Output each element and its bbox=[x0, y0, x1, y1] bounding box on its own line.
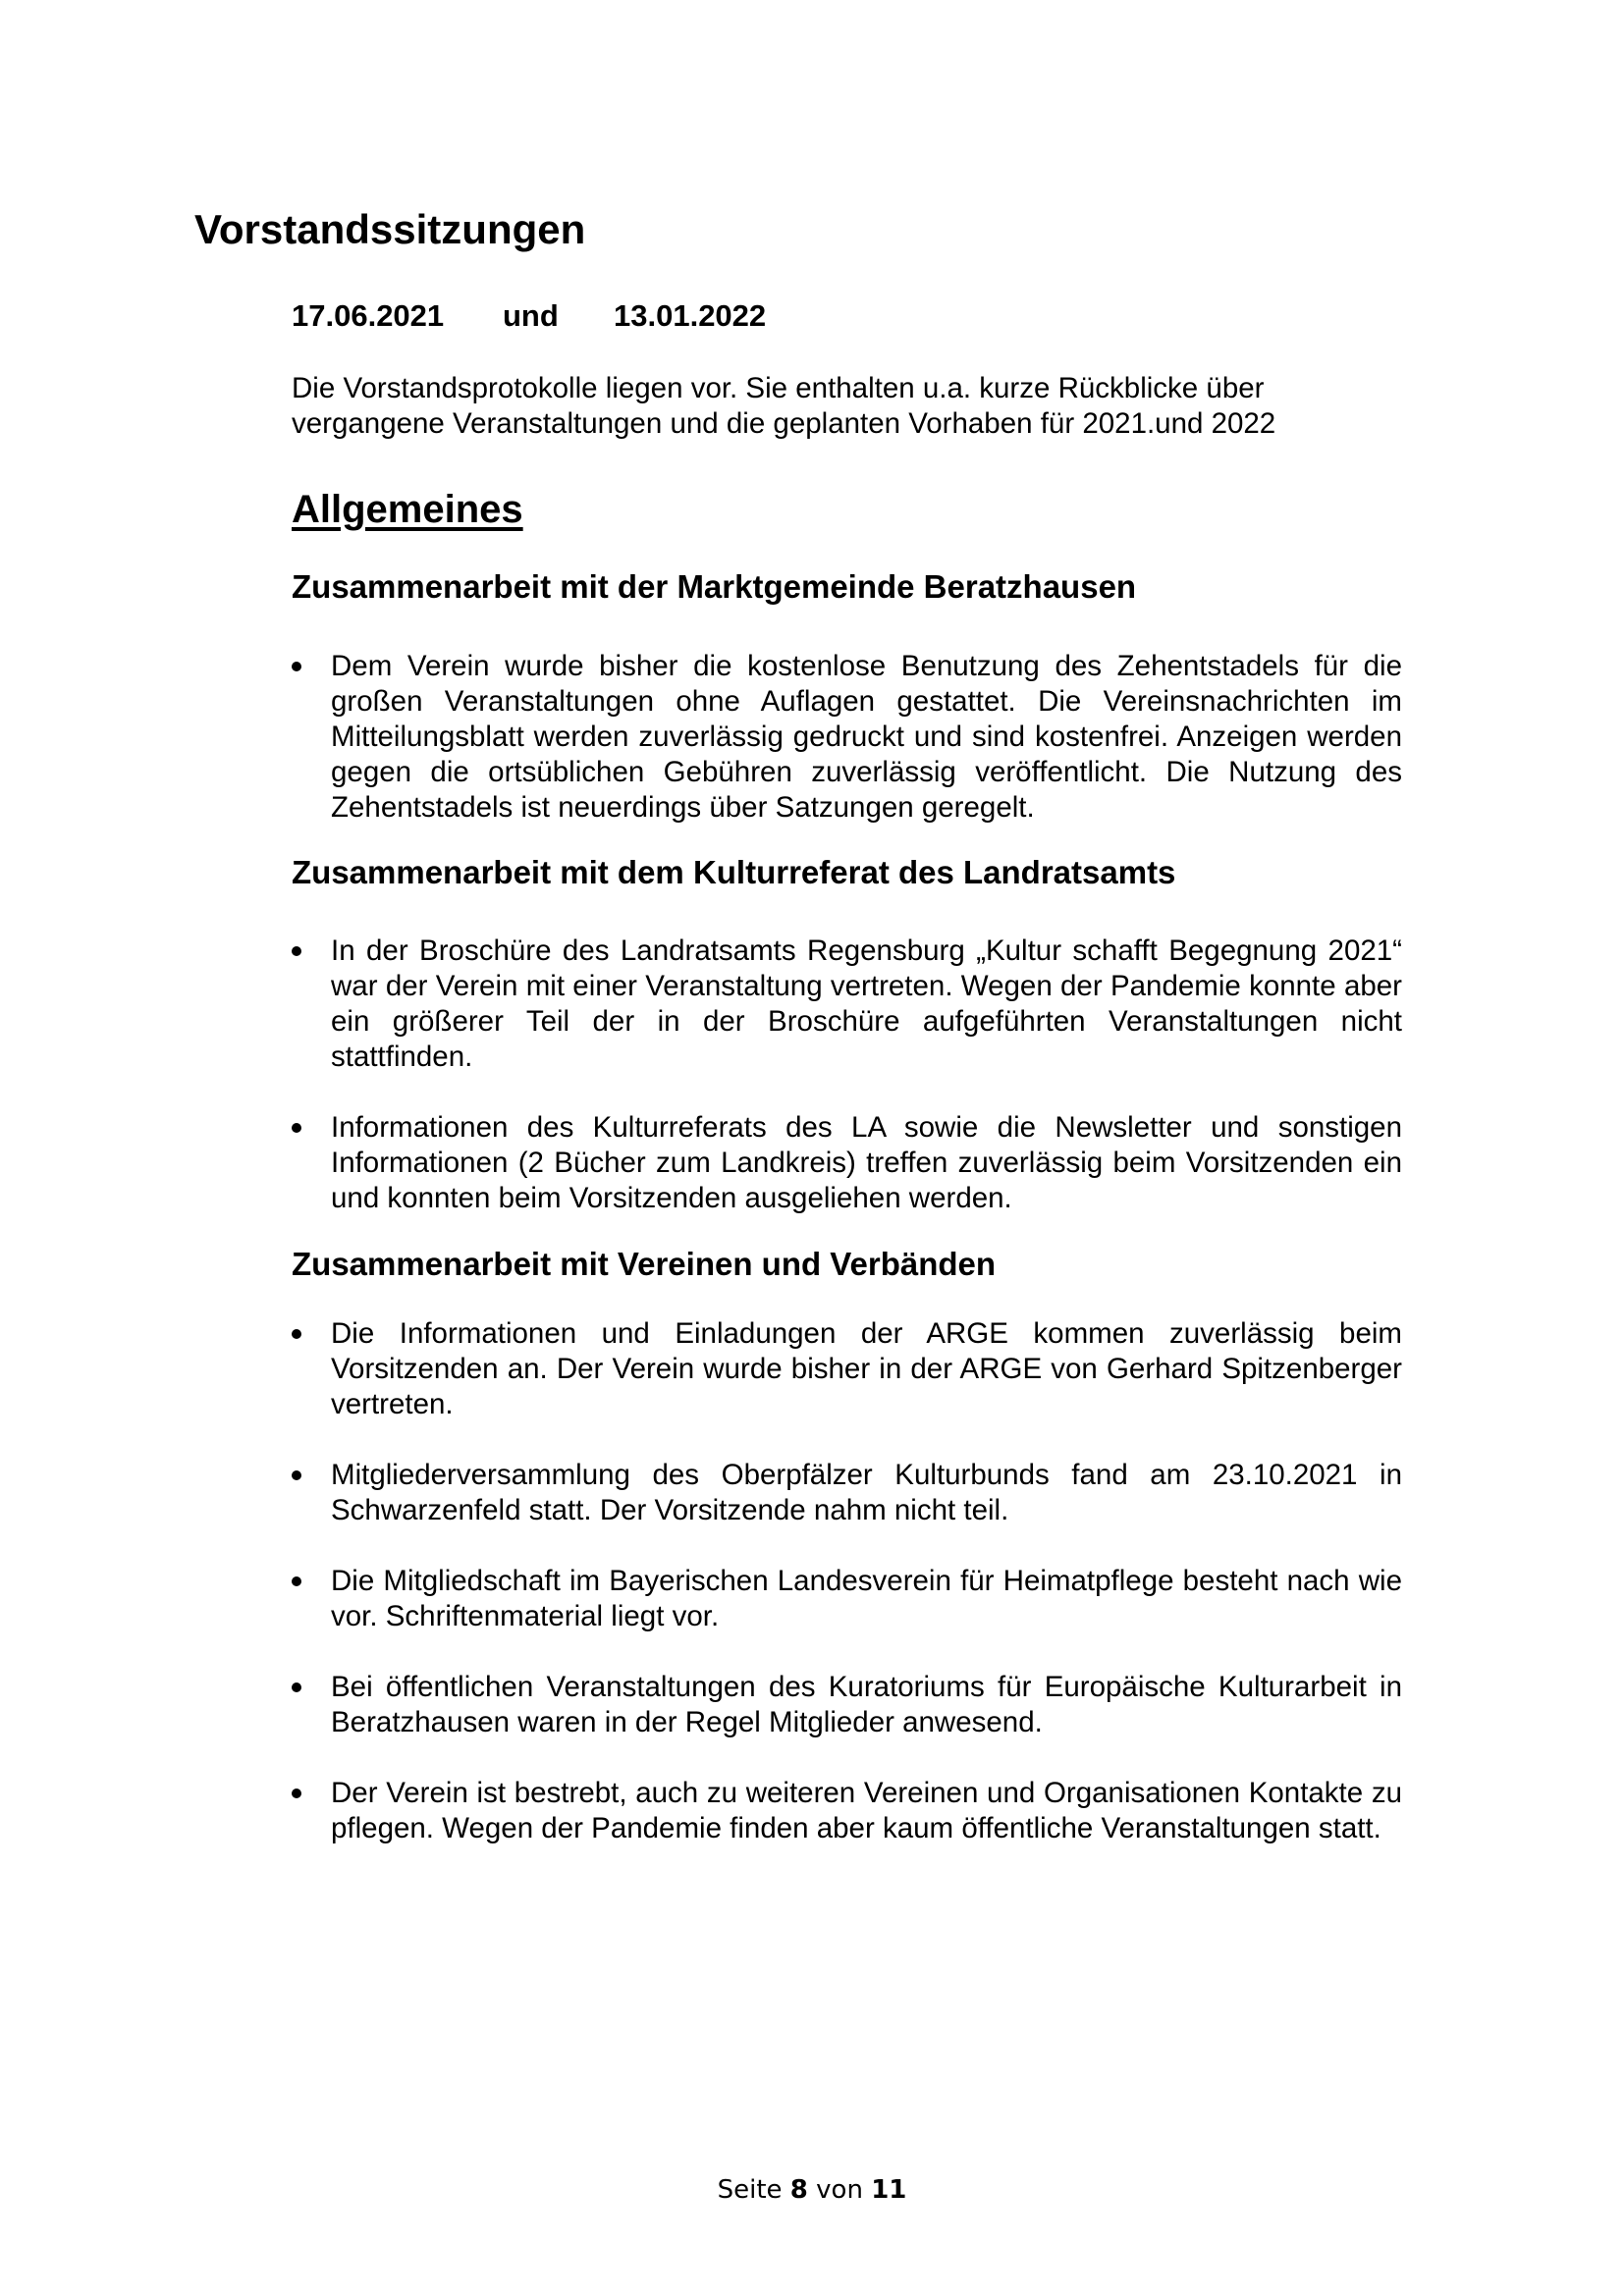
list-item-text: Die Mitgliedschaft im Bayerischen Landesverein für Heimatpflege besteht nach wie vor. Schriftenmaterial liegt vor. bbox=[331, 1565, 1402, 1632]
list-item bbox=[292, 1564, 1402, 1634]
footer-total-pages: 11 bbox=[871, 2175, 907, 2205]
list-item-text: Dem Verein wurde bisher die kostenlose Benutzung des Zehentstadels für die großen Veranstaltungen ohne Auflagen gestattet. Die Vereinsnachrichten im Mitteilungsblatt werden zuverlässig gedruckt und sind kostenfrei. Anzeigen werden gegen die ortsüblichen Gebühren zuverlässig veröffentlicht. Die Nutzung des Zehentstadels ist neuerdings über Satzungen geregelt. bbox=[331, 650, 1402, 824]
list-item bbox=[292, 1776, 1402, 1846]
list-item bbox=[292, 1458, 1402, 1528]
bullet-list-vereine bbox=[292, 1316, 1402, 1846]
dates-conjunction: und bbox=[503, 298, 559, 333]
footer-current-page: 8 bbox=[789, 2175, 808, 2205]
list-item bbox=[292, 1670, 1402, 1740]
bullet-list-kulturreferat bbox=[292, 934, 1402, 1216]
bullet-icon bbox=[292, 1682, 301, 1692]
intro-paragraph: Die Vorstandsprotokolle liegen vor. Sie enthalten u.a. kurze Rückblicke über vergangene Veranstaltungen und die geplanten Vorhaben für 2021.und 2022 bbox=[292, 372, 1276, 440]
list-item bbox=[292, 1316, 1402, 1422]
bullet-icon bbox=[292, 1789, 301, 1798]
bullet-icon bbox=[292, 946, 301, 956]
page-title: Vorstandssitzungen bbox=[194, 206, 586, 252]
list-item-text: In der Broschüre des Landratsamts Regensburg „Kultur schafft Begegnung 2021“ war der Verein mit einer Veranstaltung vertreten. Wegen der Pandemie konnte aber ein größerer Teil der in der Broschüre aufgeführten Veranstaltungen nicht stattfinden. bbox=[331, 934, 1402, 1073]
bullet-list-marktgemeinde bbox=[292, 649, 1402, 826]
list-item bbox=[292, 1110, 1402, 1216]
list-item-text: Informationen des Kulturreferats des LA sowie die Newsletter und sonstigen Informationen (2 Bücher zum Landkreis) treffen zuverlässig beim Vorsitzenden ein und konnten beim Vorsitzenden ausgeliehen werden. bbox=[331, 1111, 1402, 1214]
list-item-text: Der Verein ist bestrebt, auch zu weiteren Vereinen und Organisationen Kontakte zu pflegen. Wegen der Pandemie finden aber kaum öffentliche Veranstaltungen statt. bbox=[331, 1777, 1402, 1844]
meeting-date-first: 17.06.2021 bbox=[292, 298, 445, 333]
bullet-icon bbox=[292, 1470, 301, 1480]
footer-prefix: Seite bbox=[717, 2175, 783, 2205]
list-item-text: Die Informationen und Einladungen der ARGE kommen zuverlässig beim Vorsitzenden an. Der Verein wurde bisher in der ARGE von Gerhard Spitzenberger vertreten. bbox=[331, 1317, 1402, 1420]
bullet-icon bbox=[292, 1329, 301, 1339]
subsection-heading-kulturreferat: Zusammenarbeit mit dem Kulturreferat des Landratsamts bbox=[292, 854, 1176, 890]
list-item-text: Bei öffentlichen Veranstaltungen des Kuratoriums für Europäische Kulturarbeit in Beratzhausen waren in der Regel Mitglieder anwesend. bbox=[331, 1671, 1402, 1738]
meeting-dates bbox=[292, 296, 766, 336]
footer-middle: von bbox=[816, 2175, 863, 2205]
subsection-heading-vereine: Zusammenarbeit mit Vereinen und Verbänden bbox=[292, 1246, 997, 1282]
bullet-icon bbox=[292, 1576, 301, 1586]
list-item-text: Mitgliederversammlung des Oberpfälzer Kulturbunds fand am 23.10.2021 in Schwarzenfeld statt. Der Vorsitzende nahm nicht teil. bbox=[331, 1459, 1402, 1526]
section-heading-allgemeines: Allgemeines bbox=[292, 488, 523, 531]
subsection-heading-marktgemeinde: Zusammenarbeit mit der Marktgemeinde Beratzhausen bbox=[292, 568, 1137, 605]
list-item bbox=[292, 934, 1402, 1075]
bullet-icon bbox=[292, 1123, 301, 1133]
list-item bbox=[292, 649, 1402, 826]
meeting-date-second: 13.01.2022 bbox=[614, 298, 767, 333]
page-footer bbox=[0, 2175, 1624, 2205]
bullet-icon bbox=[292, 662, 301, 671]
